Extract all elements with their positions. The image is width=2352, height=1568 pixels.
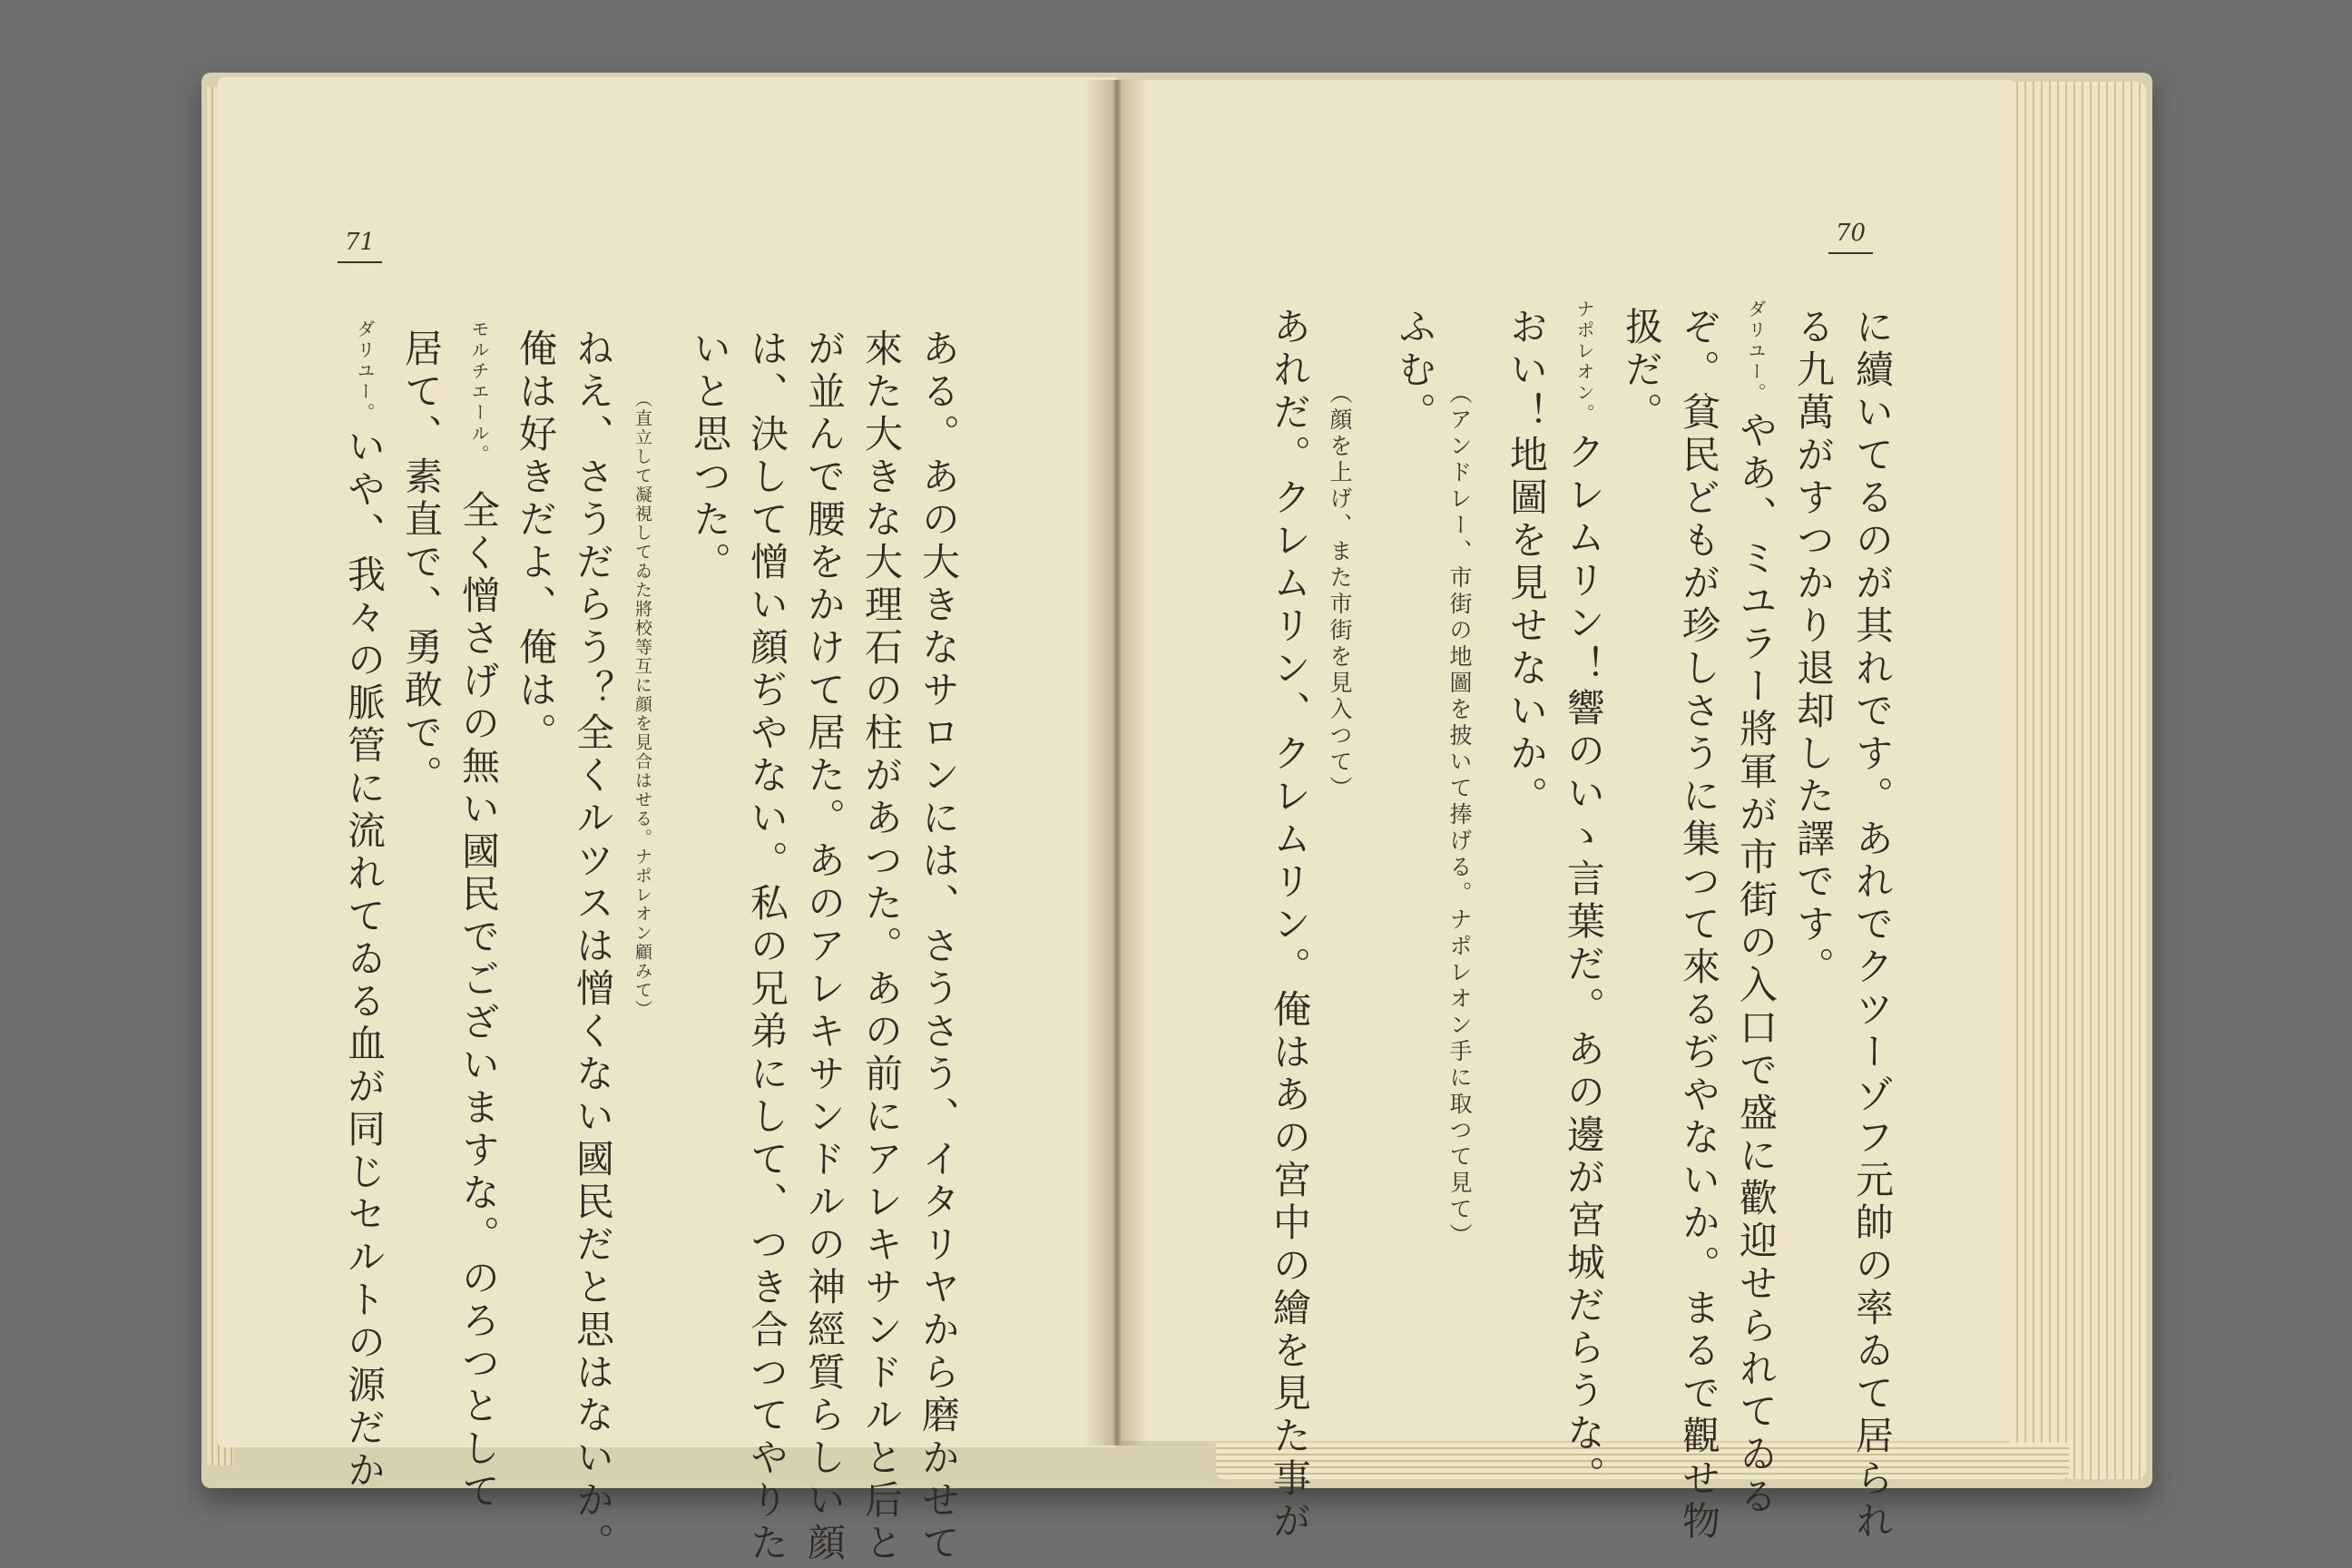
stage-direction: （アンドレー、市街の地圖を披いて捧げる。ナポレオン手に取つて見て） [1446,381,1473,1250]
page-edges-bottom [1216,1443,2069,1479]
right-page-line-9: あれだ。クレムリン、クレムリン。俺はあの宮中の繪を見た事が [1268,307,1312,1544]
speaker-label: ダリユー。 [354,319,376,424]
right-page-line-2: る九萬がすつかり退却した譯です。 [1791,307,1836,989]
right-page-line-3: やあ、ミユラー將軍が市街の入口で盛に歡迎せられてゐる [1734,410,1779,1519]
stage-direction: （直立して凝視してゐた將校等互に顔を見合はせる。ナポレオン顧みて） [632,390,652,1019]
book-gutter [1084,80,1148,1446]
stage-direction: （顔を上げ、また市街を見入つて） [1327,381,1353,802]
right-page-line-4: ぞ。貧民どもが珍しさうに集つて來るぢやないか。まるで觀せ物 [1677,307,1721,1544]
right-page-line-6: クレムリン！響のいゝ言葉だ。あの邊が宮城だらうな。 [1562,432,1606,1498]
page-number-left: 71 [338,229,382,263]
left-page-line-9: 居て、素直で、勇敢で。 [399,328,444,798]
left-page-line-1: ある。あの大きなサロンには、さうさう、イタリヤから磨かせて [916,328,961,1565]
right-page-line-8: ふむ。 [1393,307,1437,435]
left-page-line-6: ねえ、さうだらう？全くルツスは憎くない國民だと思はないか。 [571,328,615,1565]
speaker-label: ダリユー。 [1745,299,1767,404]
right-page-line-7: おい！地圖を見せないか。 [1504,307,1549,818]
left-page-line-7: 俺は好きだよ、俺は。 [514,328,558,755]
right-page-line-1: に續いてるのが其れです。あれでクツーゾフ元帥の率ゐて居られ [1850,307,1895,1544]
speaker-label: モルチエール。 [468,319,490,466]
right-page-line-5: 扱だ。 [1620,307,1664,435]
left-page-line-3: が並んで腰をかけて居た。あのアレキサンドルの神經質らしい顔 [802,328,847,1565]
speaker-label: ナポレオン。 [1573,299,1595,425]
left-page-line-4: は、決して憎い顔ぢやない。私の兄弟にして、つき合つてやりた [745,328,789,1565]
left-page-line-5: いと思つた。 [688,328,732,584]
left-page-line-2: 來た大きな大理石の柱があつた。あの前にアレキサンドルと后と [859,328,904,1565]
page-number-right: 70 [1828,220,1873,254]
left-page-line-10: いや、我々の脈管に流れてゐる血が同じセルトの源だか [342,426,387,1493]
left-page-line-8: 全く憎さげの無い國民でございますな。のろつとして [456,490,501,1514]
page-edges-right [2010,82,2146,1479]
